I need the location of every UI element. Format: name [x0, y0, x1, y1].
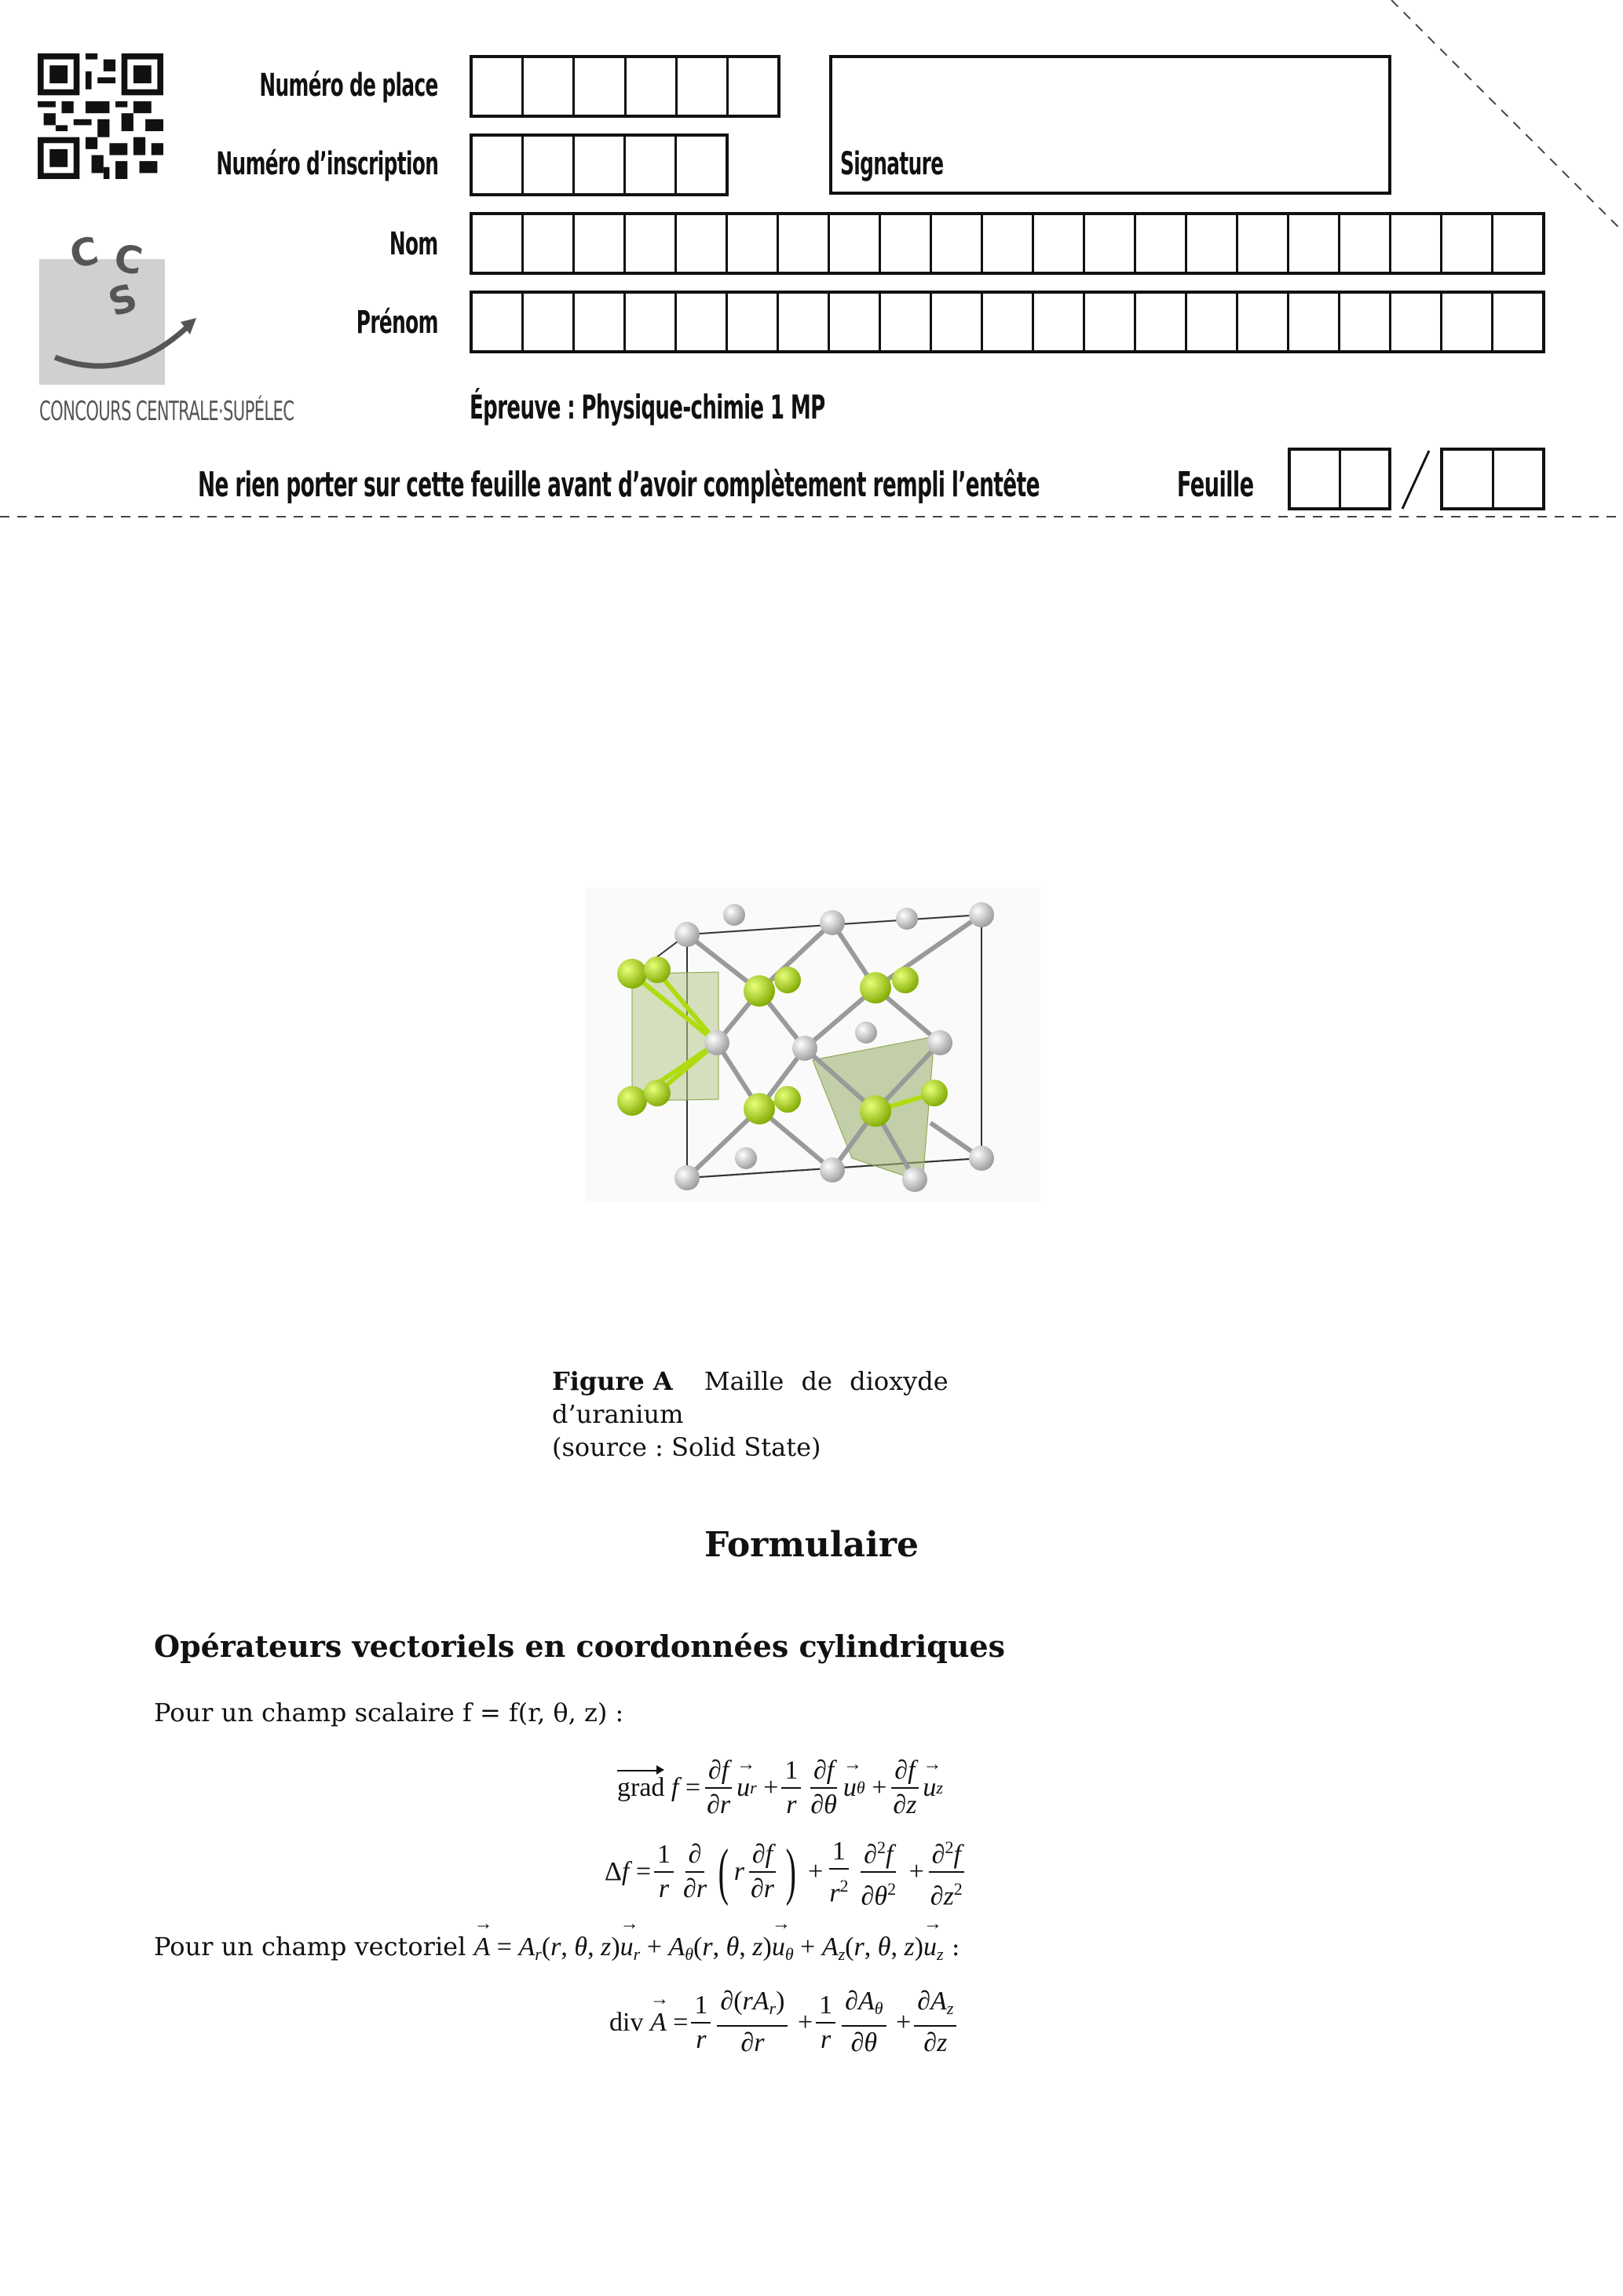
cut-line — [0, 0, 1623, 550]
vector-intro: Pour un champ vectoriel → $A = A_r(r$, θ, $z)\to u_r + A_\theta(r$, θ, $z)\to u_\theta + A_z(r$, θ, $z)\to u_z$ : — [154, 1932, 960, 1965]
scalar-intro: Pour un champ scalaire f = f(r, θ, z) : — [154, 1698, 624, 1727]
eq-grad: grad f = $\frac{\partial f}{\partial r}$ → u r + $\frac{1}{r}$ $\frac{\partial f}{\partial\theta}$ → u θ + $\frac{\partial f}{\partial z}$ → u z — [617, 1756, 943, 1820]
eq-div: div → A = $\frac{1}{r}$ $\frac{\partial(rA_r)}{\partial r}$ + $\frac{1}{r}$ $\frac{\partial A_\theta}{\partial\theta}$ + $\frac{\partial A_z}{\partial z}$ — [609, 1987, 960, 2058]
formulaire-title: Formulaire — [704, 1525, 919, 1565]
header-instruction: Ne rien porter sur cette feuille avant d’avoir complètement rempli l’entête — [198, 465, 1040, 505]
logo-letter-c2: C — [111, 236, 145, 284]
figure-label: Figure A — [552, 1366, 673, 1396]
label-feuille: Feuille — [1177, 465, 1254, 505]
label-signature: Signature — [840, 146, 944, 182]
figure-caption-source: (source : Solid State) — [552, 1432, 821, 1462]
figure-caption — [552, 1365, 1070, 1464]
logo-org-name: CONCOURS CENTRALE·SUPÉLEC — [39, 396, 294, 427]
label-nom: Nom — [389, 226, 438, 262]
label-numero-place: Numéro de place — [259, 68, 438, 104]
figure-caption-text: Maille de dioxyde d’uranium — [552, 1366, 949, 1429]
logo-letter-s: S — [103, 275, 142, 326]
label-numero-inscription: Numéro d’inscription — [216, 146, 438, 182]
section-title: Opérateurs vectoriels en coordonnées cylindriques — [154, 1629, 1006, 1664]
epreuve-title: Épreuve : Physique-chimie 1 MP — [470, 388, 825, 426]
label-prenom: Prénom — [356, 305, 438, 341]
eq-laplacian: Δ f = $\frac{1}{r}$ $\frac{\partial}{\partial r}$ ( r $\frac{\partial f}{\partial r}$ ) + $\frac{1}{r^2}$ $\frac{\partial^2f}{\partial\theta^2}$ + $\frac{\partial^2f}{\partial z^2}$ — [605, 1833, 969, 1912]
logo-letter-c1: C — [66, 229, 102, 278]
uo2-crystal-figure — [585, 887, 1040, 1201]
